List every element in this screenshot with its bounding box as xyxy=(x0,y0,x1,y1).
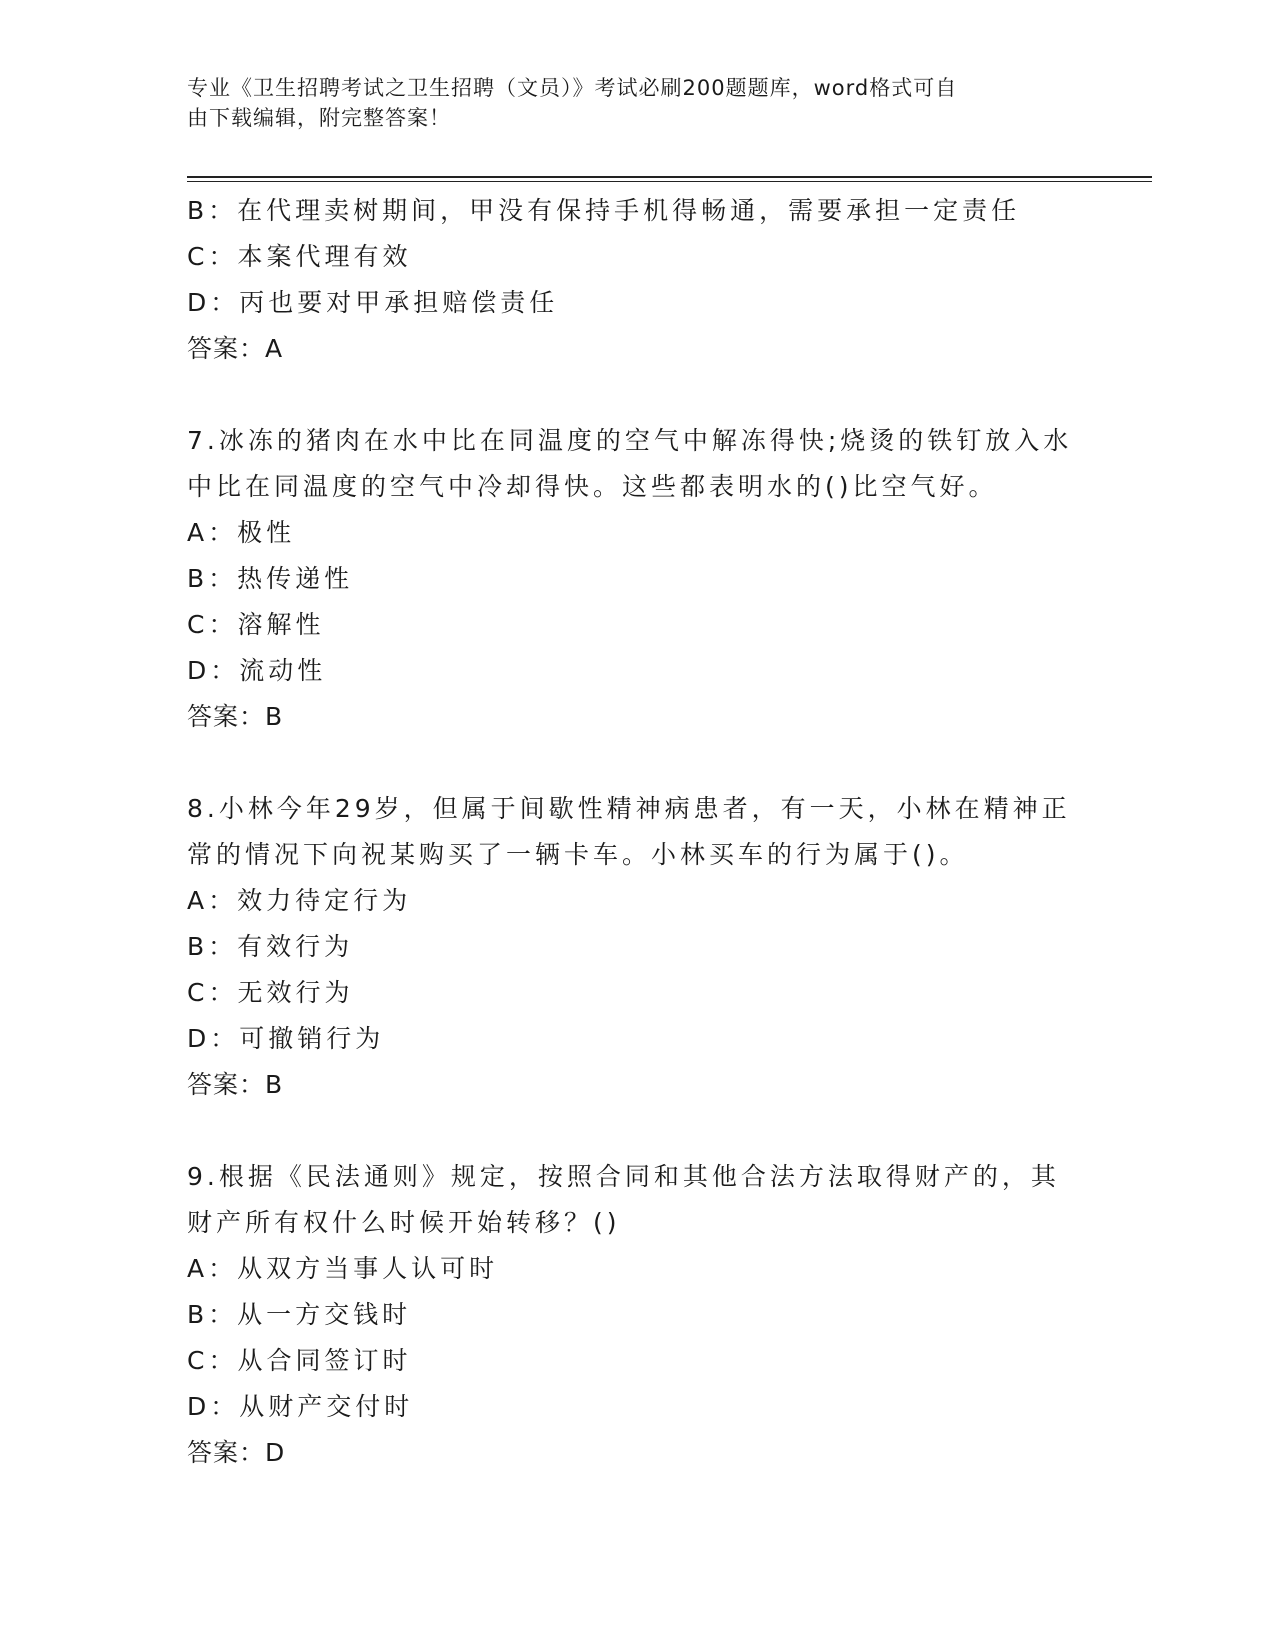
question-list xyxy=(187,188,1087,1476)
question-block-8 xyxy=(187,786,1087,1108)
spacer xyxy=(187,1108,1087,1154)
option-d: D：可撤销行为 xyxy=(187,1024,385,1053)
header-title-line-2: 由下载编辑，附完整答案！ xyxy=(187,106,451,130)
option-c: C：本案代理有效 xyxy=(187,242,412,271)
question-text-line-2: 常的情况下向祝某购买了一辆卡车。小林买车的行为属于()。 xyxy=(187,840,969,869)
spacer xyxy=(187,372,1087,418)
question-text-line-1: 9.根据《民法通则》规定，按照合同和其他合法方法取得财产的，其 xyxy=(187,1162,1060,1191)
header-title-line-1: 专业《卫生招聘考试之卫生招聘（文员）》考试必刷200题题库，word格式可自 xyxy=(187,76,958,100)
question-block-7 xyxy=(187,418,1087,740)
option-a: A：从双方当事人认可时 xyxy=(187,1254,499,1283)
question-text-line-2: 中比在同温度的空气中冷却得快。这些都表明水的()比空气好。 xyxy=(187,472,998,501)
option-d: D：从财产交付时 xyxy=(187,1392,414,1421)
document-header xyxy=(187,73,1067,133)
option-d: D：丙也要对甲承担赔偿责任 xyxy=(187,288,559,317)
header-divider-thick xyxy=(187,176,1152,178)
question-block-9 xyxy=(187,1154,1087,1476)
previous-question-block xyxy=(187,188,1087,372)
question-text-line-2: 财产所有权什么时候开始转移？() xyxy=(187,1208,621,1237)
option-a: A：极性 xyxy=(187,518,296,547)
option-b: B：在代理卖树期间，甲没有保持手机得畅通，需要承担一定责任 xyxy=(187,196,1021,225)
option-d: D：流动性 xyxy=(187,656,327,685)
option-b: B：热传递性 xyxy=(187,564,354,593)
option-c: C：溶解性 xyxy=(187,610,325,639)
option-b: B：有效行为 xyxy=(187,932,354,961)
spacer xyxy=(187,740,1087,786)
header-divider-thin xyxy=(187,181,1152,182)
option-b: B：从一方交钱时 xyxy=(187,1300,412,1329)
answer-line: 答案：A xyxy=(187,334,284,363)
option-a: A：效力待定行为 xyxy=(187,886,412,915)
answer-line: 答案：B xyxy=(187,702,284,731)
option-c: C：从合同签订时 xyxy=(187,1346,412,1375)
option-c: C：无效行为 xyxy=(187,978,354,1007)
answer-line: 答案：D xyxy=(187,1438,286,1467)
question-text-line-1: 7.冰冻的猪肉在水中比在同温度的空气中解冻得快;烧烫的铁钉放入水 xyxy=(187,426,1073,455)
answer-line: 答案：B xyxy=(187,1070,284,1099)
question-text-line-1: 8.小林今年29岁，但属于间歇性精神病患者，有一天，小林在精神正 xyxy=(187,794,1071,823)
